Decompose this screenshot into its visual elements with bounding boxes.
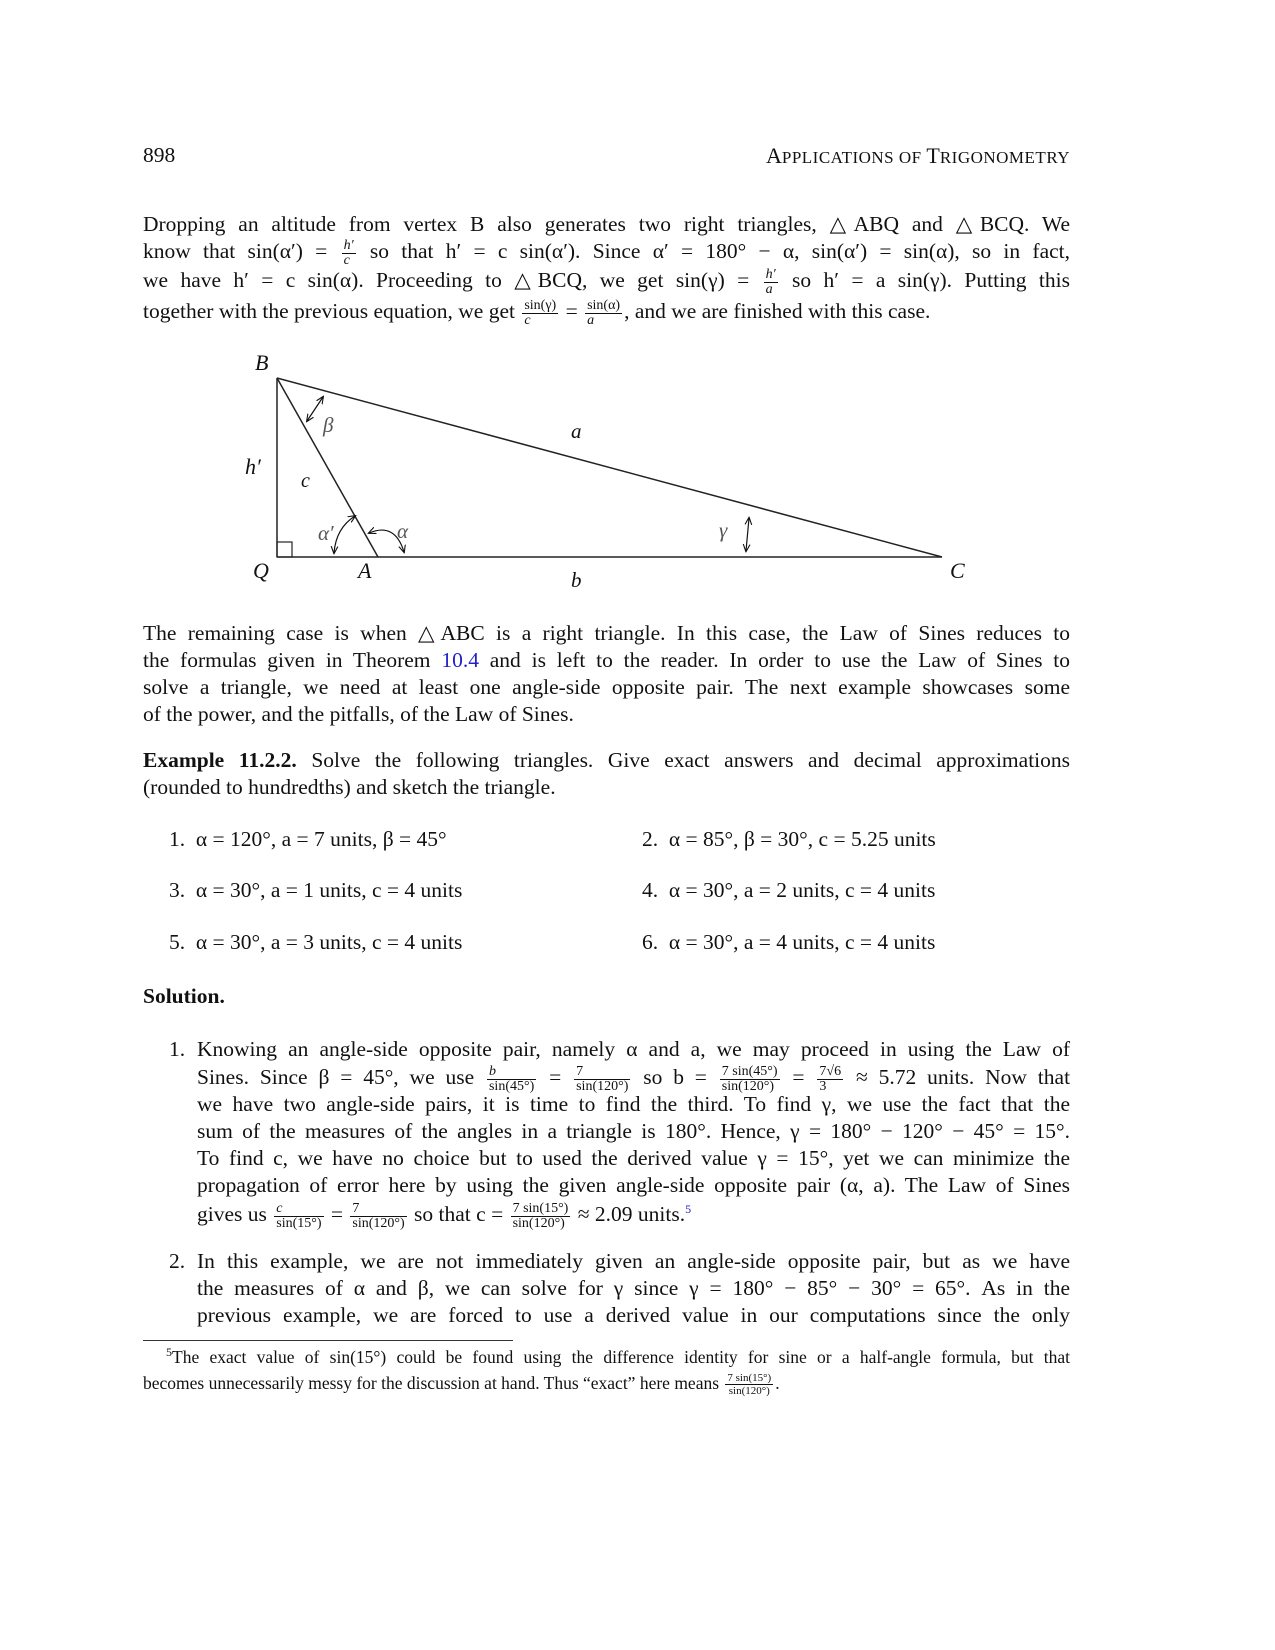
frac-den: a xyxy=(765,281,773,297)
footnote-line-2 xyxy=(143,1372,780,1397)
text-span: The exact value of sin(15°) could be found using the difference identity for sine or a half-angle formula, but that xyxy=(172,1347,1070,1367)
text-span: gives us xyxy=(197,1202,267,1226)
fraction xyxy=(574,1065,630,1094)
solution-1-line-3: we have two angle-side pairs, it is time to find the third. To find γ, we use the fact that the xyxy=(197,1092,1070,1116)
fraction xyxy=(274,1202,323,1231)
text-span: . xyxy=(775,1373,780,1393)
fraction xyxy=(725,1372,773,1397)
frac-num: sin(α) xyxy=(587,297,621,313)
page-number: 898 xyxy=(143,143,176,167)
footnote-mark: 5 xyxy=(166,1345,172,1360)
frac-den: sin(120°) xyxy=(352,1215,405,1231)
fraction xyxy=(817,1065,843,1094)
frac-den: c xyxy=(524,312,531,328)
text-span: , and we are finished with this case. xyxy=(624,299,931,323)
frac-num: 7 xyxy=(574,1065,630,1080)
running-title-part-2: RIGONOMETRY xyxy=(939,148,1070,167)
frac-den: sin(45°) xyxy=(488,1078,535,1094)
problem-number: 2. xyxy=(642,827,659,851)
text-span: so b = xyxy=(643,1065,707,1089)
solution-1-line-5: To find c, we have no choice but to used the derived value γ = 15°, yet we can minimize the xyxy=(197,1146,1070,1170)
text-span: the formulas given in Theorem xyxy=(143,648,431,672)
frac-den: c xyxy=(343,252,350,268)
frac-den: sin(120°) xyxy=(576,1078,629,1094)
text-span: and is left to the reader. In order to use the Law of Sines to xyxy=(489,648,1071,672)
remaining-line-4: of the power, and the pitfalls, of the Law of Sines. xyxy=(143,702,574,726)
text-span: ≈ 2.09 units. xyxy=(577,1202,686,1226)
problem-item xyxy=(642,877,935,904)
fraction xyxy=(511,1202,571,1231)
theorem-link[interactable]: 10.4 xyxy=(441,648,479,672)
problem-text: α = 30°, a = 1 units, c = 4 units xyxy=(195,878,463,902)
frac-den: 3 xyxy=(819,1078,827,1094)
side-label-b: b xyxy=(571,568,582,592)
solution-1-line-6: propagation of error here by using the given angle-side opposite pair (α, a). The Law of Sines xyxy=(197,1173,1070,1197)
text-span: so that c = xyxy=(414,1202,504,1226)
frac-num: 7 sin(15°) xyxy=(727,1372,772,1385)
vertex-label-q: Q xyxy=(253,558,269,583)
problem-number: 6. xyxy=(642,930,659,954)
frac-num: 7 sin(45°) xyxy=(721,1063,778,1079)
equals-sign: = xyxy=(565,299,578,323)
running-title-cap-t: T xyxy=(926,143,940,168)
text-span: becomes unnecessarily messy for the discussion at hand. Thus “exact” here means xyxy=(143,1373,720,1393)
footnote-link[interactable]: 5 xyxy=(685,1201,692,1216)
frac-num: h′ xyxy=(765,266,776,282)
footnote-rule xyxy=(143,1340,513,1341)
right-angle-icon xyxy=(277,542,292,557)
problem-text: α = 30°, a = 4 units, c = 4 units xyxy=(668,930,936,954)
frac-den: sin(15°) xyxy=(276,1215,322,1231)
solution-2-line-2: the measures of α and β, we can solve for γ since γ = 180° − 85° − 30° = 65°. As in the xyxy=(197,1276,1070,1300)
text-span: ≈ 5.72 units. Now that xyxy=(855,1065,1071,1089)
problem-text: α = 30°, a = 3 units, c = 4 units xyxy=(195,930,463,954)
text-span: Sines. Since β = 45°, we use xyxy=(197,1065,475,1089)
solution-1-line-2 xyxy=(197,1064,1070,1094)
problem-text: α = 120°, a = 7 units, β = 45° xyxy=(195,827,447,851)
frac-num: 7√6 xyxy=(819,1063,842,1079)
example-line-2: (rounded to hundredths) and sketch the triangle. xyxy=(143,775,556,799)
angle-label-alpha: α xyxy=(397,519,409,543)
problem-number: 3. xyxy=(169,878,186,902)
text-span: so that h′ = c sin(α′). Since α′ = 180° − α, sin(α′) = sin(α), so in fact, xyxy=(369,239,1071,263)
solution-2-line-1: In this example, we are not immediately given an angle-side opposite pair, but as we have xyxy=(197,1249,1070,1273)
solution-1-line-1: Knowing an angle-side opposite pair, namely α and a, we may proceed in using the Law of xyxy=(197,1037,1070,1061)
fraction xyxy=(350,1202,406,1231)
text-span: we have h′ = c sin(α). Proceeding to △BCQ, we get sin(γ) = xyxy=(143,268,750,292)
frac-num: 7 xyxy=(350,1202,406,1217)
frac-num: 7 sin(15°) xyxy=(512,1200,569,1216)
alpha-prime-arc-icon xyxy=(334,516,355,553)
gamma-arrow-icon xyxy=(746,518,749,551)
side-label-c: c xyxy=(301,470,310,492)
problem-item xyxy=(169,877,462,904)
problem-text: α = 30°, a = 2 units, c = 4 units xyxy=(668,878,936,902)
problem-number: 1. xyxy=(169,827,186,851)
problem-item xyxy=(642,826,936,853)
text-span: Solve the following triangles. Give exact answers and decimal approximations xyxy=(311,748,1071,772)
problem-number: 4. xyxy=(642,878,659,902)
frac-num: b xyxy=(487,1065,536,1080)
vertex-label-c: C xyxy=(950,558,965,583)
frac-den: sin(120°) xyxy=(721,1078,775,1094)
text-span: so h′ = a sin(γ). Putting this xyxy=(792,268,1070,292)
solution-item-number: 1. xyxy=(169,1037,186,1061)
fraction xyxy=(487,1065,536,1094)
triangle-diagram xyxy=(0,0,1275,620)
equals-sign: = xyxy=(330,1202,344,1226)
angle-label-gamma: γ xyxy=(719,518,728,542)
side-label-a: a xyxy=(571,419,582,443)
vertex-label-a: A xyxy=(358,558,372,583)
equals-sign: = xyxy=(792,1065,805,1089)
frac-num: h′ xyxy=(343,237,354,253)
frac-num: c xyxy=(274,1202,323,1217)
problem-text: α = 85°, β = 30°, c = 5.25 units xyxy=(668,827,936,851)
beta-arrow-icon xyxy=(307,397,323,421)
problem-item xyxy=(169,826,447,853)
solution-2-line-3: previous example, we are forced to use a derived value in our computations since the only xyxy=(197,1303,1070,1327)
solution-label: Solution. xyxy=(143,984,225,1008)
remaining-line-1: The remaining case is when △ABC is a right triangle. In this case, the Law of Sines reduces to xyxy=(143,621,1070,645)
running-title-part-1: PPLICATIONS OF xyxy=(781,148,927,167)
text-span: know that sin(α′) = xyxy=(143,239,328,263)
altitude-label-h-prime: h′ xyxy=(245,454,261,479)
solution-1-line-7 xyxy=(197,1201,1070,1231)
frac-den: sin(120°) xyxy=(728,1385,770,1398)
vertex-label-b: B xyxy=(255,350,269,375)
solution-item-number: 2. xyxy=(169,1249,186,1273)
problem-number: 5. xyxy=(169,930,186,954)
text-span: together with the previous equation, we get xyxy=(143,299,515,323)
solution-1-line-4: sum of the measures of the angles in a triangle is 180°. Hence, γ = 180° − 120° − 45° = 15°. xyxy=(197,1119,1070,1143)
angle-label-alpha-prime: α′ xyxy=(318,521,334,545)
example-line-1 xyxy=(143,747,1070,774)
frac-num: sin(γ) xyxy=(524,297,557,313)
problem-item xyxy=(642,929,935,956)
intro-line-1: Dropping an altitude from vertex B also generates two right triangles, △ABQ and △BCQ. We xyxy=(143,212,1070,236)
footnote-line-1 xyxy=(143,1346,1070,1368)
frac-den: sin(120°) xyxy=(512,1215,565,1231)
angle-label-beta: β xyxy=(323,413,334,437)
example-label: Example 11.2.2. xyxy=(143,748,297,772)
remaining-line-3: solve a triangle, we need at least one angle-side opposite pair. The next example showcases some xyxy=(143,675,1070,699)
problem-item xyxy=(169,929,462,956)
running-title-cap-a: A xyxy=(766,143,782,168)
fraction xyxy=(720,1065,780,1094)
equals-sign: = xyxy=(549,1065,562,1089)
frac-den: a xyxy=(587,312,595,328)
remaining-line-2 xyxy=(143,647,1070,674)
